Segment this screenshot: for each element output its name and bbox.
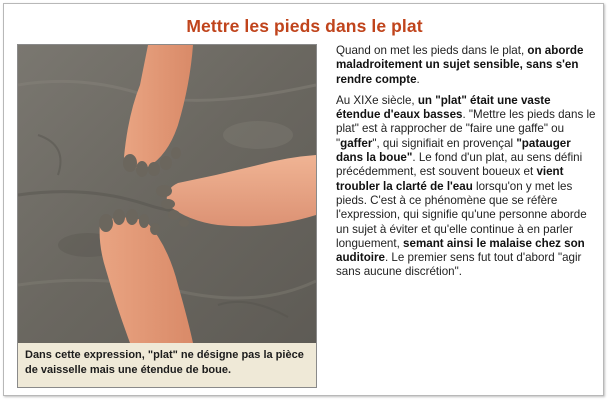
paragraph-2	[336, 94, 598, 280]
bold-run: gaffer	[340, 136, 373, 150]
article-text	[336, 44, 598, 287]
text-run: . "Mettre les pieds dans le plat" est à rapprocher de "faire une gaffe" ou "	[336, 108, 596, 150]
page-title: Mettre les pieds dans le plat	[186, 16, 423, 36]
page-frame	[3, 3, 604, 396]
text-run: . Le fond d'un plat, au sens défini précédemment, est souvent boueux et	[336, 151, 583, 179]
muddy-feet-photo	[18, 45, 316, 343]
bold-run: un "plat" était une vaste étendue d'eaux basses	[336, 93, 551, 122]
bold-run: on aborde maladroitement un sujet sensible, sans s'en rendre compte	[336, 44, 584, 86]
photo-caption: Dans cette expression, "plat" ne désigne pas la pièce de vaisselle mais une étendue de boue.	[25, 349, 304, 376]
paragraph-1	[336, 44, 598, 87]
bold-run: vient troubler la clarté de l'eau	[336, 165, 564, 193]
text-run: . Le premier sens fut tout d'abord "agir sans aucune discrétion".	[336, 251, 582, 279]
text-run: ", qui signifiait en provençal	[372, 136, 517, 150]
text-run: lorsqu'on y met les pieds. C'est à ce phénomène que se réfère l'expression, qui signifie qu'une personne aborde un sujet à éviter et qu'elle continue à en parler longuement,	[336, 179, 587, 250]
photo-card	[17, 44, 317, 388]
text-run: .	[416, 72, 420, 86]
text-run: Au XIXe siècle,	[336, 93, 418, 107]
bold-run: "patauger dans la boue"	[336, 136, 571, 165]
text-run: Quand on met les pieds dans le plat,	[336, 44, 528, 57]
bold-run: semant ainsi le malaise chez son auditoire	[336, 236, 585, 265]
